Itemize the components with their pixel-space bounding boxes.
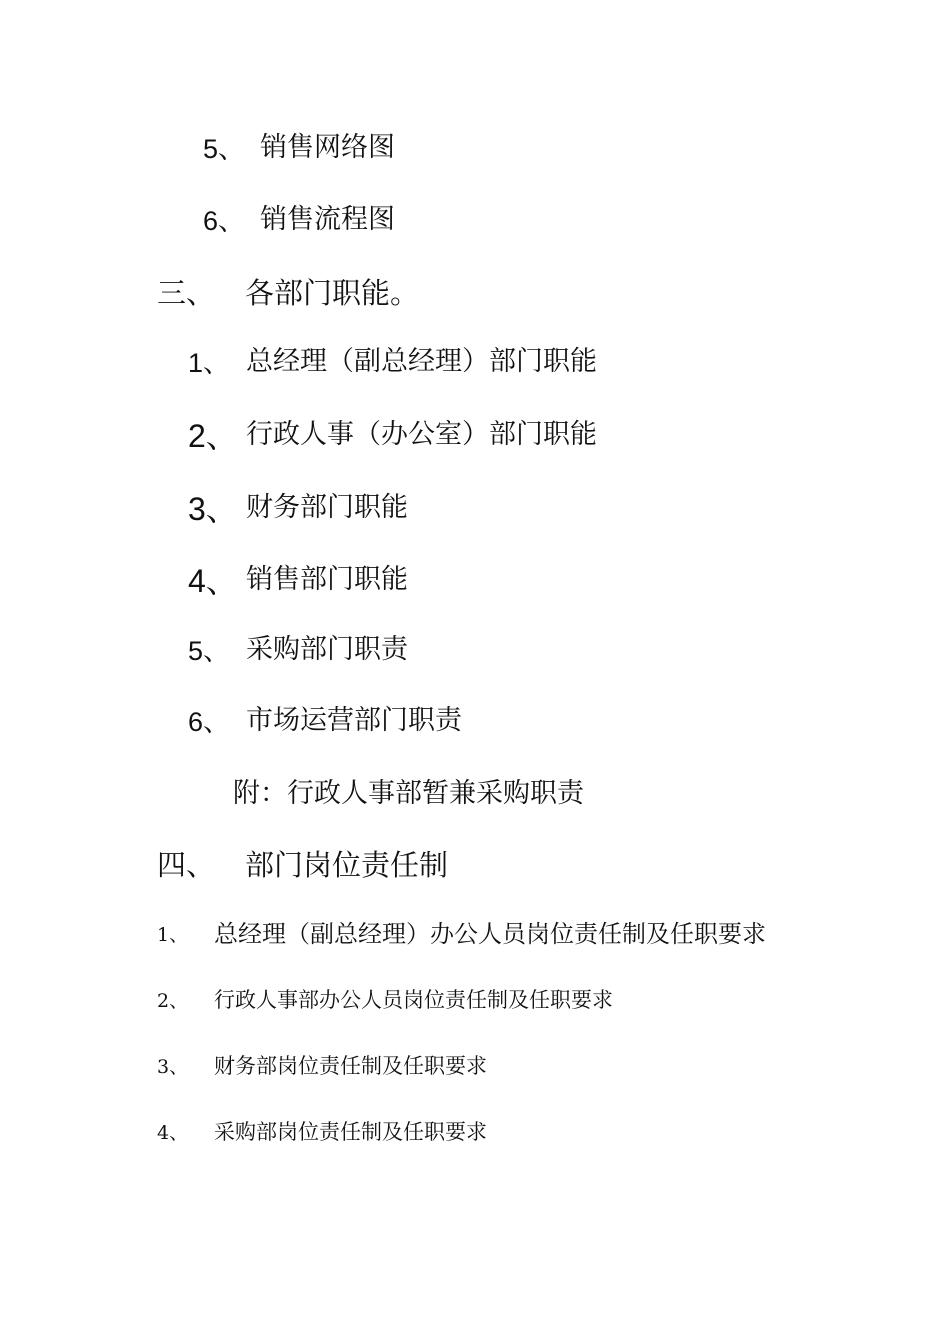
item-text: 销售流程图 [260,204,395,235]
item-text: 行政人事部办公人员岗位责任制及任职要求 [214,988,613,1012]
item-number: 2、 [157,990,189,1012]
item-number: 3、 [157,1056,189,1078]
item-text: 总经理（副总经理）办公人员岗位责任制及任职要求 [214,920,766,948]
item-number: 3、 [188,491,238,527]
item-text: 财务部门职能 [246,492,408,523]
item-number: 6、 [188,707,231,737]
section-title: 部门岗位责任制 [245,848,449,882]
note-text: 附：行政人事部暂兼采购职责 [233,778,584,809]
item-text: 销售部门职能 [246,564,408,595]
item-number: 6、 [203,206,246,236]
item-number: 2、 [188,418,238,454]
item-text: 总经理（副总经理）部门职能 [246,346,597,377]
section-number: 三、 [157,276,216,310]
item-number: 5、 [188,636,231,666]
item-text: 行政人事（办公室）部门职能 [246,419,597,450]
item-text: 销售网络图 [260,132,395,163]
section-number: 四、 [157,848,216,882]
item-number: 4、 [157,1122,189,1144]
item-number: 4、 [188,563,238,599]
item-number: 1、 [188,348,231,378]
item-text: 财务部岗位责任制及任职要求 [214,1054,487,1078]
item-text: 市场运营部门职责 [246,705,462,736]
item-number: 5、 [203,134,246,164]
item-text: 采购部门职责 [246,634,408,665]
item-number: 1、 [157,924,189,946]
item-text: 采购部岗位责任制及任职要求 [214,1120,487,1144]
section-title: 各部门职能。 [245,276,420,310]
